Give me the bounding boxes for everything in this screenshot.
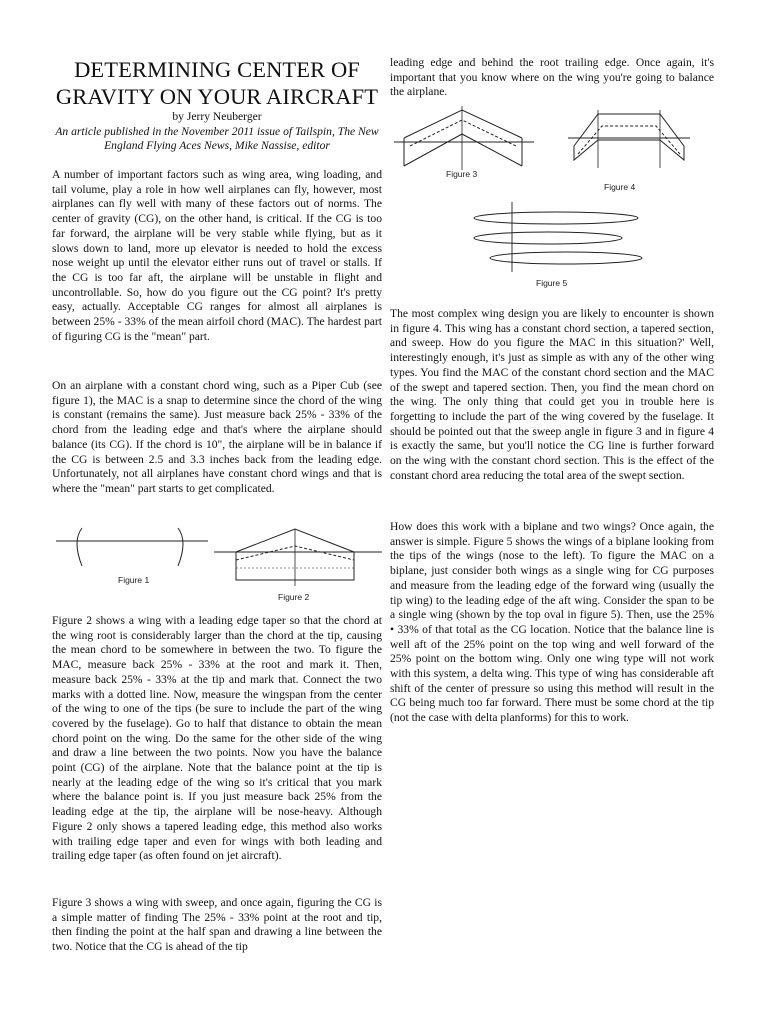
figure-3-label: Figure 3 [446, 169, 478, 179]
figure-1-label: Figure 1 [118, 575, 150, 585]
byline [52, 110, 382, 154]
author: by Jerry Neuberger [172, 110, 262, 123]
paragraph-biplane: How does this work with a biplane and two wings? Once again, the answer is simple. Figure 5 shows the wings of a biplane looking from the tips of the wings (nose to the left). To figure the MAC on a biplane, just consider both wings as a single wing for CG purposes and measure from the leading edge of the forward wing (usually the tip wing) to the leading edge of the aft wing. Consider the span to be a single wing (shown by the top oval in figure 5). Then, use the 25% • 33% of that total as the CG location. Notice that the balance line is well aft of the 25% point on the top wing and well forward of the 25% point on the bottom wing. Only one wing type will not work with this system, a delta wing. This type of wing has considerable aft shift of the center of pressure so using this method will result in the CG being much too far forward. There must be some chord at the tip (not the case with delta planforms) for this to work. [390, 520, 714, 725]
paragraph-complex-wing: The most complex wing design you are likely to encounter is shown in figure 4. This wing has a constant chord section, a tapered section, and sweep. How do you figure the MAC in this situation?' Well, interestingly enough, it's just as simple as with any of the other wing types. You find the MAC of the constant chord section and the MAC of the swept and tapered section. Then, you find the mean chord on the wing. The only thing that could get you in trouble here is forgetting to include the part of the wing covered by the fuselage. It should be pointed out that the sweep angle in figure 3 and in figure 4 is exactly the same, but you'll notice the CG line is further forward on the wing with the constant chord section. This is the effect of the constant chord area reducing the total area of the swept section. [390, 307, 714, 482]
paragraph-constant-chord: On an airplane with a constant chord wing, such as a Piper Cub (see figure 1), the MAC is a snap to determine since the chord of the wing is constant (remains the same). Just measure back 25% - 33% of the chord from the leading edge and that's where the airplane should balance (its CG). If the chord is 10", the airplane will be in balance if the CG is between 2.5 and 3.3 inches back from the leading edge. Unfortunately, not all airplanes have constant chord wings and that is where the "mean" part starts to get complicated. [52, 379, 382, 495]
title-line-1: DETERMINING CENTER OF [74, 57, 360, 82]
figure-5-label: Figure 5 [536, 278, 568, 288]
figure-3 [394, 104, 534, 182]
paragraph-intro: A number of important factors such as wing area, wing loading, and tail volume, play a role in how well airplanes can fly, however, most airplanes can fly well with many of these factors out of norms. The center of gravity (CG), on the other hand, is critical. If the CG is too far forward, the airplane will be very stable while flying, but as it slows down to land, more up elevator is needed to hold the excess nose weight up until the elevator either runs out of travel or stalls. If the CG is too far aft, the airplane will be unstable in flight and uncontrollable. So, how do you figure out the CG point? It's pretty easy, actually. Acceptable CG ranges for almost all airplanes is between 25% - 33% of the mean airfoil chord (MAC). The hardest part of figuring CG is the "mean" part. [52, 168, 382, 343]
figure-1 [52, 522, 212, 590]
figure-2 [214, 524, 382, 606]
figure-2-label: Figure 2 [278, 592, 310, 602]
article-title [52, 56, 382, 110]
figure-4 [568, 108, 690, 194]
paragraph-leading-edge-taper: Figure 2 shows a wing with a leading edge taper so that the chord at the wing root is considerably larger than the chord at the tip, causing the mean chord to be somewhere in between the two. To figure the MAC, measure back 25% - 33% at the root and mark it. Then, measure back 25% - 33% at the tip and mark that. Connect the two marks with a dotted line. Now, measure the wingspan from the center of the wing to one of the tips (be sure to include the part of the wing covered by the fuselage). Go to half that distance to obtain the mean chord point on the wing. Do the same for the other side of the wing and draw a line between the two points. Now you have the balance point (CG) of the airplane. Note that the balance point at the tip is nearly at the leading edge of the wing so it's critical that you mark where the balance point is. If you just measure back 25% from the leading edge at the tip, the airplane will be nose-heavy. Although Figure 2 only shows a tapered leading edge, this method also works with trailing edge taper and even for wings with both leading and trailing edge taper (as often found on jet aircraft). [52, 614, 382, 863]
publication-note: An article published in the November 2011 issue of Tailspin, The New England Flying Aces News, Mike Nassise, editor [55, 124, 379, 152]
figure-5 [470, 200, 650, 290]
figure-4-label: Figure 4 [604, 182, 636, 192]
paragraph-sweep: Figure 3 shows a wing with sweep, and once again, figuring the CG is a simple matter of finding The 25% - 33% point at the root and tip, then finding the point at the half span and drawing a line between the two. Notice that the CG is ahead of the tip [52, 896, 382, 954]
paragraph-sweep-continued: leading edge and behind the root trailing edge. Once again, it's important that you know where on the wing you're going to balance the airplane. [390, 56, 714, 99]
title-line-2: GRAVITY ON YOUR AIRCRAFT [55, 84, 379, 109]
